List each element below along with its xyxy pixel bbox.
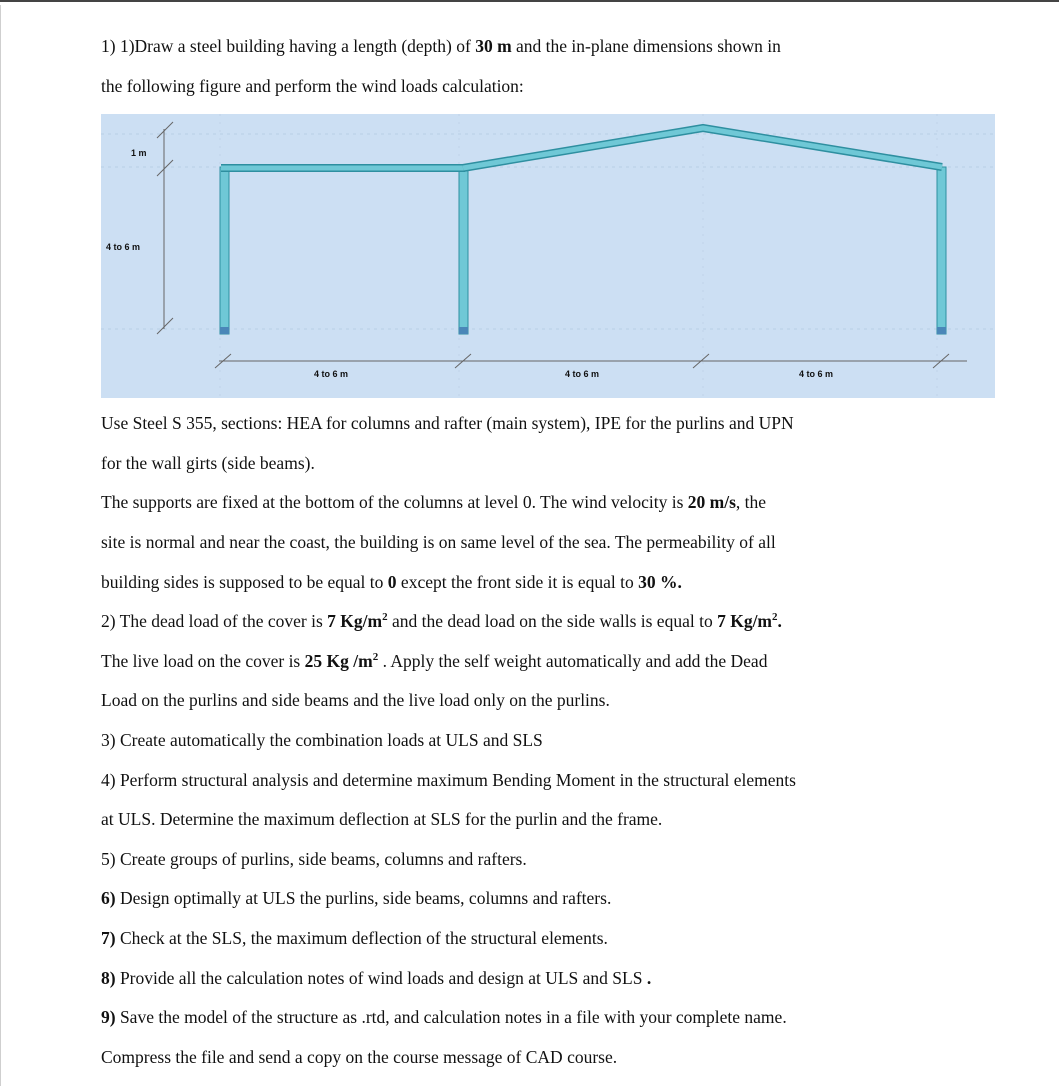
item6-text: Design optimally at ULS the purlins, side beams, columns and rafters.: [115, 888, 612, 909]
span-label-3: 4 to 6 m: [799, 369, 834, 380]
dead-load-line: [101, 602, 1001, 642]
item1-line1: [101, 27, 1001, 67]
item8-end: .: [642, 967, 652, 988]
item8: [101, 959, 1001, 999]
live-text-b: . Apply the self weight automatically and add the Dead: [378, 650, 768, 671]
live-load-value: 25 Kg /m: [304, 650, 373, 671]
item9-line2: Compress the file and send a copy on the course message of CAD course.: [101, 1046, 618, 1067]
span-label-2: 4 to 6 m: [565, 369, 600, 380]
item8-number: 8): [101, 967, 116, 988]
column-right: [937, 167, 946, 334]
item7-text: Check at the SLS, the maximum deflection of the structural elements.: [115, 927, 608, 948]
dead-walls-sup: 2: [772, 611, 778, 624]
wind-velocity: 20 m/s: [687, 492, 736, 513]
document-body: [101, 27, 1001, 1077]
live-load-sup: 2: [372, 650, 379, 663]
perm-text-b: except the front side it is equal to: [396, 571, 639, 592]
base-plate-right: [937, 327, 946, 334]
column-left: [220, 167, 229, 334]
dead-cover: [327, 611, 387, 631]
item9-text: Save the model of the structure as .rtd, and calculation notes in a file with your complete name.: [115, 1007, 787, 1028]
site-line: site is normal and near the coast, the building is on same level of the sea. The permeability of all: [101, 531, 776, 552]
frame-figure: [101, 114, 995, 398]
dead-cover-value: 7 Kg/m: [327, 611, 383, 632]
base-plate-left: [220, 327, 229, 334]
dead-cover-sup: 2: [382, 611, 388, 624]
steel-line1: Use Steel S 355, sections: HEA for columns and rafter (main system), IPE for the purlins and UPN: [101, 413, 794, 434]
item6: [101, 879, 1001, 919]
frame-drawing: [101, 114, 995, 398]
perm-zero: 0: [387, 571, 397, 592]
item5: 5) Create groups of purlins, side beams, columns and rafters.: [101, 848, 527, 869]
building-length: 30 m: [475, 36, 512, 56]
item9-line1: [101, 998, 1001, 1038]
item6-number: 6): [101, 888, 116, 909]
live-load: [305, 651, 379, 671]
column-middle: [459, 167, 468, 334]
height-label-top: 1 m: [131, 148, 147, 159]
item3: 3) Create automatically the combination loads at ULS and SLS: [101, 729, 543, 750]
dead-text-b: and the dead load on the side walls is equal to: [387, 611, 718, 632]
dead-walls-value: 7 Kg/m: [717, 611, 773, 632]
live-load-line: [101, 642, 1001, 682]
item1-prefix: 1) 1)Draw a steel building having a length (depth) of: [101, 36, 476, 56]
perm-text-a: building sides is supposed to be equal to: [101, 571, 388, 592]
item8-text: Provide all the calculation notes of wind loads and design at ULS and SLS: [115, 967, 643, 988]
item7-number: 7): [101, 927, 116, 948]
page-frame: [0, 5, 1, 1086]
supports-end: , the: [735, 492, 767, 513]
item1-mid: and the in-plane dimensions shown in: [511, 36, 781, 56]
supports-line: [101, 483, 1001, 523]
base-plate-middle: [459, 327, 468, 334]
span-label-1: 4 to 6 m: [314, 369, 349, 380]
supports-text: The supports are fixed at the bottom of the columns at level 0. The wind velocity is: [101, 492, 688, 513]
dead-walls: [717, 611, 777, 631]
item4-line2: at ULS. Determine the maximum deflection at SLS for the purlin and the frame.: [101, 809, 663, 830]
item4-line1: 4) Perform structural analysis and determine maximum Bending Moment in the structural elements: [101, 769, 796, 790]
dead-period: .: [777, 611, 782, 632]
item9-number: 9): [101, 1007, 116, 1028]
live-text-a: The live load on the cover is: [101, 650, 305, 671]
item7: [101, 919, 1001, 959]
item1-line2: the following figure and perform the wind loads calculation:: [101, 75, 524, 96]
height-label-main: 4 to 6 m: [106, 242, 141, 253]
steel-line2: for the wall girts (side beams).: [101, 452, 315, 473]
top-rule: [0, 0, 1059, 5]
live-load-line2: Load on the purlins and side beams and the live load only on the purlins.: [101, 690, 610, 711]
perm-front: 30 %.: [638, 571, 682, 592]
permeability-line: [101, 563, 1001, 603]
dead-text-a: 2) The dead load of the cover is: [101, 611, 328, 632]
